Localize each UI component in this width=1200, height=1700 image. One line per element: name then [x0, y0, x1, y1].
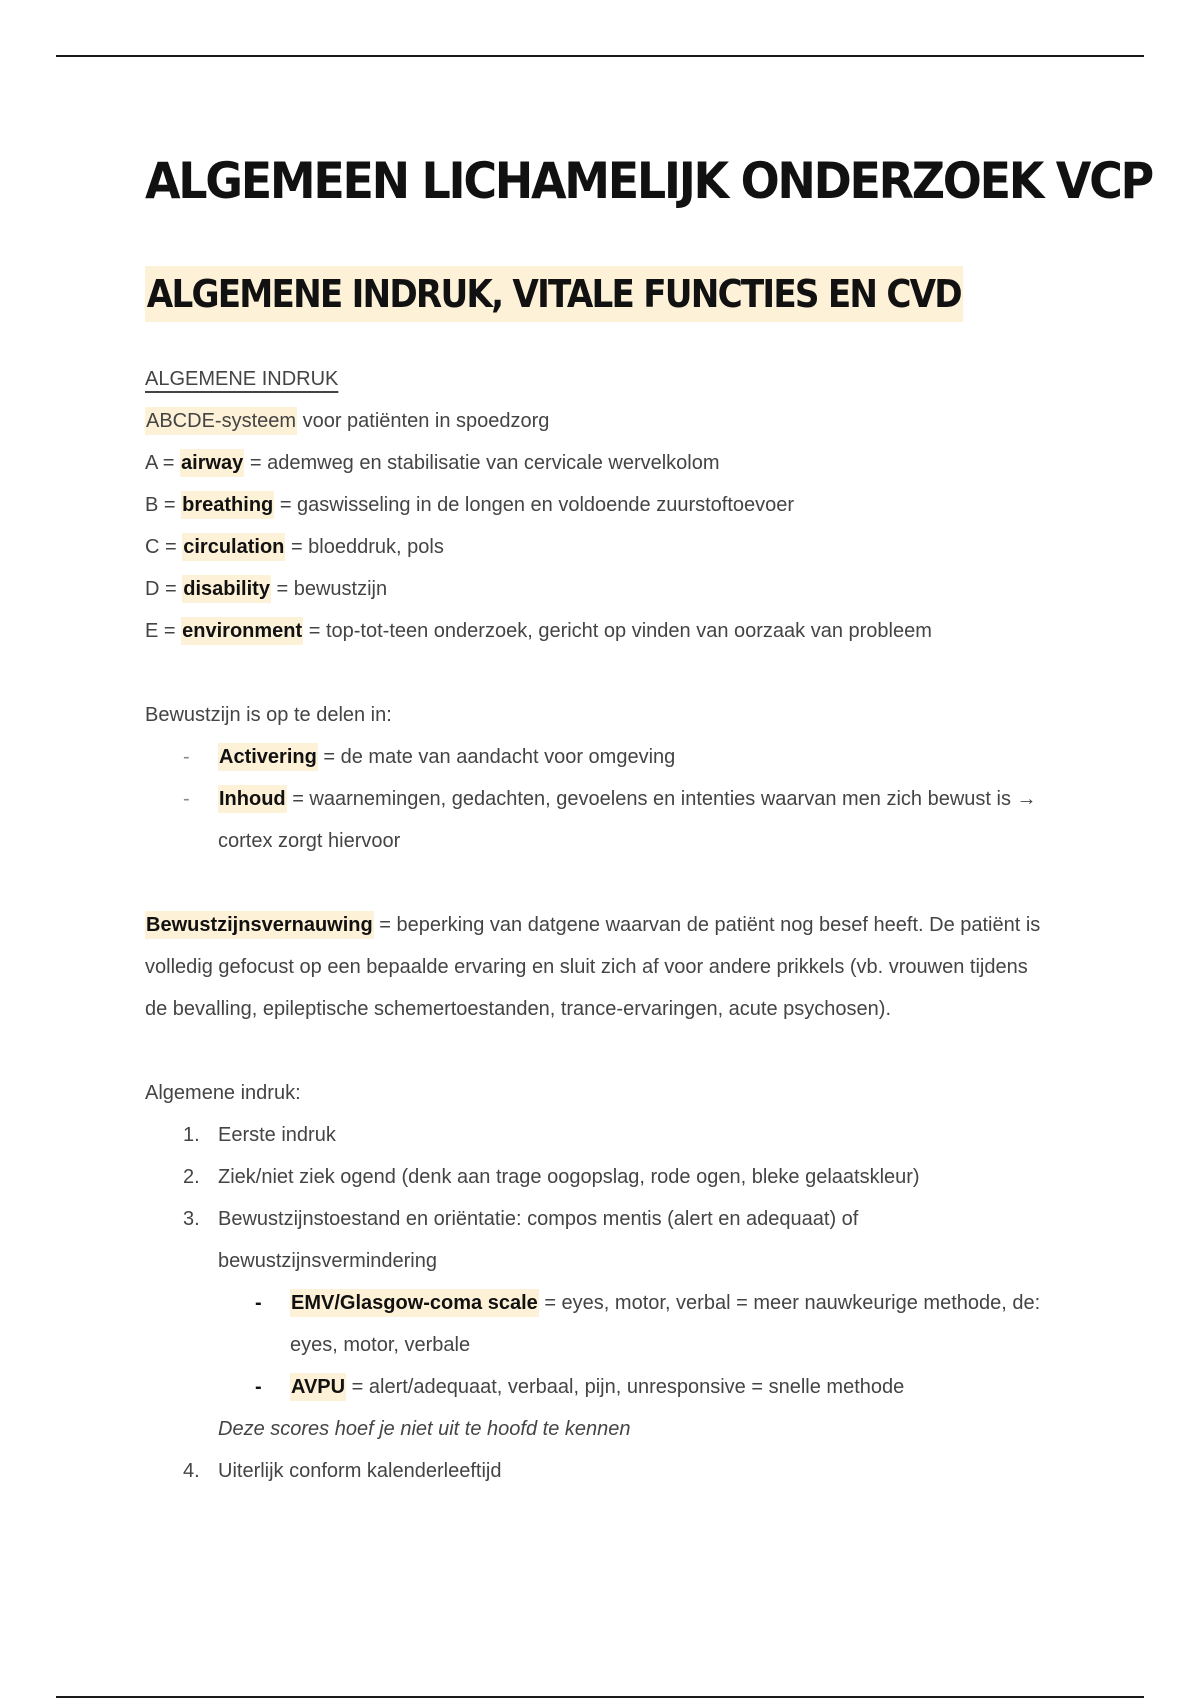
list-term: Inhoud [218, 785, 287, 813]
item-text: Uiterlijk conform kalenderleeftijd [218, 1460, 502, 1482]
abcde-desc: = gaswisseling in de longen en voldoende zuurstoftoevoer [274, 494, 795, 516]
numbered-item [145, 1114, 1065, 1156]
bullet-dash: - [255, 1376, 262, 1398]
vernauwing-line [145, 904, 1065, 946]
list-item [145, 778, 1065, 820]
abcde-intro [145, 400, 1065, 442]
abcde-desc: = ademweg en stabilisatie van cervicale wervelkolom [244, 452, 720, 474]
abcde-item [145, 568, 1065, 610]
list-continuation: cortex zorgt hiervoor [218, 830, 401, 852]
page-title: ALGEMEEN LICHAMELIJK ONDERZOEK VCP [145, 152, 1152, 210]
bullet-dash: - [255, 1292, 262, 1314]
item-number: 3. [183, 1208, 200, 1230]
item-text: Bewustzijnstoestand en oriëntatie: compos mentis (alert en adequaat) of [218, 1208, 859, 1230]
list-item [145, 736, 1065, 778]
numbered-item-continuation: bewustzijnsvermindering [218, 1250, 437, 1272]
scale-term: AVPU [290, 1373, 346, 1401]
vernauwing-text: = beperking van datgene waarvan de patiënt nog besef heeft. De patiënt is [373, 914, 1041, 936]
abcde-term: circulation [182, 533, 285, 561]
abcde-term: ABCDE-systeem [145, 407, 297, 435]
top-rule [56, 55, 1144, 57]
abcde-desc: = bloeddruk, pols [285, 536, 444, 558]
item-text: Ziek/niet ziek ogend (denk aan trage oogopslag, rode ogen, bleke gelaatskleur) [218, 1166, 920, 1188]
scale-term: EMV/Glasgow-coma scale [290, 1289, 539, 1317]
abcde-intro-text: voor patiënten in spoedzorg [297, 410, 550, 432]
abcde-desc: = bewustzijn [270, 578, 388, 600]
abcde-letter: C = [145, 536, 183, 558]
list-desc: = de mate van aandacht voor omgeving [317, 746, 676, 768]
abcde-desc: = top-tot-teen onderzoek, gericht op vinden van oorzaak van probleem [303, 620, 932, 642]
abcde-letter: B = [145, 494, 182, 516]
numbered-item [145, 1198, 1065, 1240]
bottom-rule [56, 1696, 1144, 1698]
item-number: 1. [183, 1124, 200, 1146]
vernauwing-line: de bevalling, epileptische schemertoestanden, trance-ervaringen, acute psychosen). [145, 998, 891, 1020]
scale-desc: = alert/adequaat, verbaal, pijn, unresponsive = snelle methode [346, 1376, 905, 1398]
abcde-letter: E = [145, 620, 182, 642]
algemene-indruk-intro: Algemene indruk: [145, 1082, 301, 1104]
italic-note: Deze scores hoef je niet uit te hoofd te kennen [218, 1418, 631, 1440]
section-heading: ALGEMENE INDRUK, VITALE FUNCTIES EN CVD [145, 266, 963, 322]
abcde-term: environment [181, 617, 303, 645]
abcde-term: disability [182, 575, 271, 603]
list-term: Activering [218, 743, 318, 771]
document-body [145, 152, 1152, 1492]
subheading: ALGEMENE INDRUK [145, 368, 339, 390]
abcde-item [145, 484, 1065, 526]
scale-item [145, 1366, 1065, 1408]
scale-continuation: eyes, motor, verbale [290, 1334, 471, 1356]
numbered-item [145, 1156, 1065, 1198]
item-text: Eerste indruk [218, 1124, 336, 1146]
abcde-item [145, 526, 1065, 568]
item-number: 4. [183, 1460, 200, 1482]
abcde-letter: D = [145, 578, 183, 600]
item-number: 2. [183, 1166, 200, 1188]
scale-item [145, 1282, 1065, 1324]
vernauwing-term: Bewustzijnsvernauwing [145, 911, 374, 939]
bewustzijn-intro: Bewustzijn is op te delen in: [145, 704, 392, 726]
scale-desc: = eyes, motor, verbal = meer nauwkeurige methode, de: [538, 1292, 1041, 1314]
abcde-item [145, 610, 1065, 652]
bullet-dash: - [183, 788, 190, 810]
abcde-letter: A = [145, 452, 181, 474]
abcde-term: airway [180, 449, 244, 477]
vernauwing-line: volledig gefocust op een bepaalde ervaring en sluit zich af voor andere prikkels (vb. vrouwen tijdens [145, 956, 1028, 978]
bullet-dash: - [183, 746, 190, 768]
abcde-item [145, 442, 1065, 484]
numbered-item [145, 1450, 1065, 1492]
list-desc: = waarnemingen, gedachten, gevoelens en intenties waarvan men zich bewust is → [286, 788, 1037, 810]
abcde-term: breathing [181, 491, 274, 519]
